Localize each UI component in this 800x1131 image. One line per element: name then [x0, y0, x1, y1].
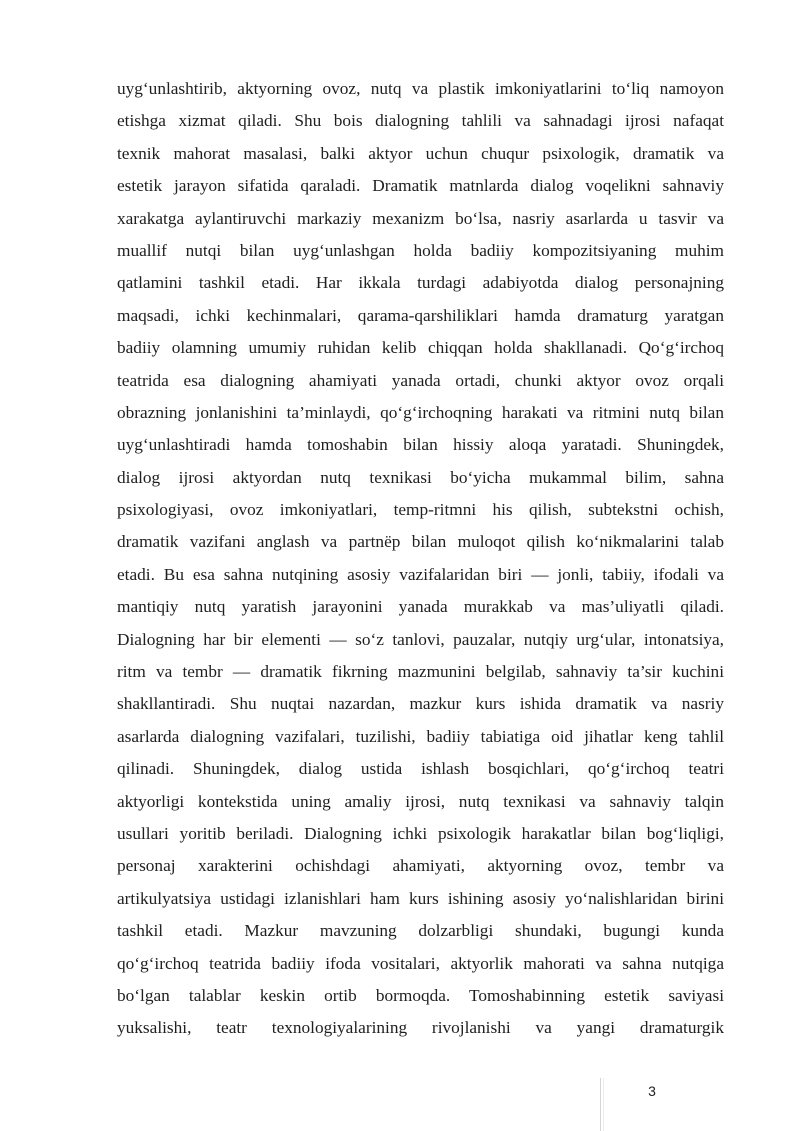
text-line: qilinadi. Shuningdek, dialog ustida ishlash bosqichlari, qo‘g‘irchoq teatri: [117, 759, 724, 779]
text-line: tashkil etadi. Mazkur mavzuning dolzarbligi shundaki, bugungi kunda: [117, 921, 724, 941]
text-line: artikulyatsiya ustidagi izlanishlari ham kurs ishining asosiy yo‘nalishlaridan birini: [117, 888, 724, 908]
text-line: uyg‘unlashtirib, aktyorning ovoz, nutq va plastik imkoniyatlarini to‘liq namoyon: [117, 79, 724, 98]
text-line: ritm va tembr — dramatik fikrning mazmunini belgilab, sahnaviy ta’sir kuchini: [117, 662, 724, 682]
text-line: estetik jarayon sifatida qaraladi. Dramatik matnlarda dialog voqelikni sahnaviy: [117, 176, 724, 196]
text-line: psixologiyasi, ovoz imkoniyatlari, temp-ritmni his qilish, subtekstni ochish,: [117, 500, 724, 520]
text-line: maqsadi, ichki kechinmalari, qarama-qarshiliklari hamda dramaturg yaratgan: [117, 305, 724, 325]
page-number: 3: [648, 1083, 656, 1099]
text-line: qo‘g‘irchoq teatrida badiiy ifoda vositalari, aktyorlik mahorati va sahna nutqiga: [117, 953, 724, 973]
text-line: bo‘lgan talablar keskin ortib bormoqda. Tomoshabinning estetik saviyasi: [117, 985, 724, 1005]
text-line: etishga xizmat qiladi. Shu bois dialogning tahlili va sahnadagi ijrosi nafaqat: [117, 111, 724, 131]
footer-divider: [600, 1078, 601, 1131]
text-line: mantiqiy nutq yaratish jarayonini yanada murakkab va mas’uliyatli qiladi.: [117, 597, 724, 617]
text-line: yuksalishi, teatr texnologiyalarining rivojlanishi va yangi dramaturgik: [117, 1018, 724, 1038]
text-line: dramatik vazifani anglash va partnёр bilan muloqot qilish ko‘nikmalarini talab: [117, 532, 724, 552]
text-line: uyg‘unlashtiradi hamda tomoshabin bilan hissiy aloqa yaratadi. Shuningdek,: [117, 435, 724, 455]
text-line: personaj xarakterini ochishdagi ahamiyati, aktyorning ovoz, tembr va: [117, 856, 724, 876]
text-line: muallif nutqi bilan uyg‘unlashgan holda badiiy kompozitsiyaning muhim: [117, 240, 724, 260]
text-line: asarlarda dialogning vazifalari, tuzilishi, badiiy tabiatiga oid jihatlar keng tahlil: [117, 726, 724, 746]
text-line: shakllantiradi. Shu nuqtai nazardan, mazkur kurs ishida dramatik va nasriy: [117, 694, 724, 714]
body-text: [117, 73, 724, 1045]
footer-divider-shadow: [603, 1078, 604, 1131]
text-line: qatlamini tashkil etadi. Har ikkala turdagi adabiyotda dialog personajning: [117, 273, 724, 293]
text-line: dialog ijrosi aktyordan nutq texnikasi bo‘yicha mukammal bilim, sahna: [117, 467, 724, 487]
text-line: usullari yoritib beriladi. Dialogning ichki psixologik harakatlar bilan bog‘liqligi,: [117, 823, 724, 843]
text-line: xarakatga aylantiruvchi markaziy mexanizm bo‘lsa, nasriy asarlarda u tasvir va: [117, 208, 724, 228]
text-line: etadi. Bu esa sahna nutqining asosiy vazifalaridan biri — jonli, tabiiy, ifodali va: [117, 564, 724, 584]
text-line: aktyorligi kontekstida uning amaliy ijrosi, nutq texnikasi va sahnaviy talqin: [117, 791, 724, 811]
text-line: badiiy olamning umumiy ruhidan kelib chiqqan holda shakllanadi. Qo‘g‘irchoq: [117, 338, 724, 358]
text-line: texnik mahorat masalasi, balki aktyor uchun chuqur psixologik, dramatik va: [117, 143, 724, 163]
text-line: Dialogning har bir elementi — so‘z tanlovi, pauzalar, nutqiy urg‘ular, intonatsiya,: [117, 629, 724, 649]
text-line: teatrida esa dialogning ahamiyati yanada ortadi, chunki aktyor ovoz orqali: [117, 370, 724, 390]
text-line: obrazning jonlanishini ta’minlaydi, qo‘g‘irchoqning harakati va ritmini nutq bilan: [117, 402, 724, 422]
